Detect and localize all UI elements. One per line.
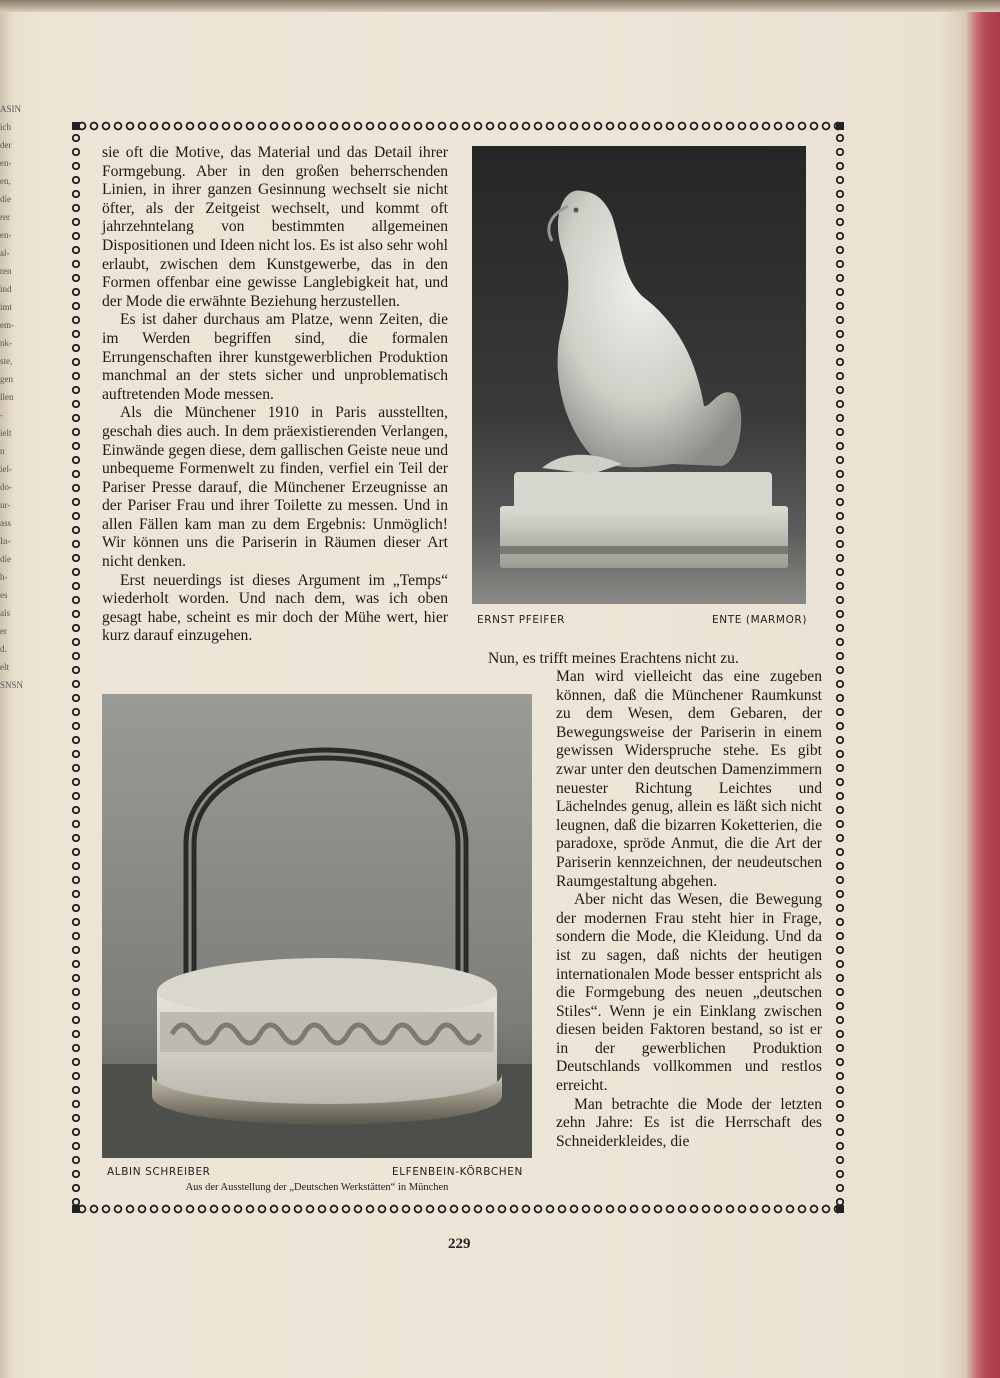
gutter-fragment: imt: [0, 302, 13, 312]
gutter-fragment: ren: [0, 266, 12, 276]
gutter-fragment: llen: [0, 392, 14, 402]
gutter-fragment: -: [0, 410, 3, 420]
gutter-fragment: al-: [0, 248, 10, 258]
text-column-right-first-line: [488, 650, 822, 669]
gutter-fragment: ass: [0, 518, 11, 528]
gutter-fragment: rer: [0, 212, 10, 222]
duck-sculpture-photo: [472, 146, 806, 604]
ornamental-border-top: [76, 120, 840, 132]
gutter-fragment: en-: [0, 158, 12, 168]
page-top-edge: [0, 0, 1000, 12]
text-column-right: [556, 668, 822, 1151]
previous-page-gutter: [0, 100, 24, 1220]
border-corner-bottom-right: [836, 1205, 844, 1213]
duck-caption-artist: ERNST PFEIFER: [477, 614, 566, 626]
gutter-fragment: er: [0, 626, 7, 636]
paragraph: Es ist daher durchaus am Platze, wenn Zeiten, die im Werden begriffen sind, die formalen Errungenschaften ihrer kunstgewerblichen Produktion manchmal an der stets sicher und unproblematisch auftretenden Mode messen.: [102, 311, 448, 403]
duck-caption-title: ENTE (MARMOR): [712, 614, 808, 626]
border-corner-bottom-left: [72, 1205, 80, 1213]
gutter-fragment: d.: [0, 644, 7, 654]
gutter-fragment: en,: [0, 176, 11, 186]
basket-caption-note: Aus der Ausstellung der „Deutschen Werkstätten“ in München: [185, 1182, 449, 1193]
gutter-fragment: ielt: [0, 428, 12, 438]
paragraph: Erst neuerdings ist dieses Argument im „Temps“ wiederholt worden. Und nach dem, was ich oben gesagt habe, scheint es mir doch der Mühe wert, hier kurz darauf einzugehen.: [102, 571, 448, 645]
paragraph-first-line: Nun, es trifft meines Erachtens nicht zu.: [488, 650, 739, 667]
ornamental-border-bottom: [76, 1203, 840, 1215]
gutter-fragment: ich: [0, 122, 11, 132]
gutter-fragment: iel-: [0, 464, 12, 474]
gutter-fragment: der: [0, 140, 12, 150]
gutter-fragment: die: [0, 194, 11, 204]
gutter-fragment: es: [0, 590, 8, 600]
gutter-fragment: ste,: [0, 356, 13, 366]
paragraph: sie oft die Motive, das Material und das Detail ihrer Formgebung. Aber in den großen beherrschenden Linien, in ihrer ganzen Gesinnung wechselt sie nicht öfter, als der Zeitgeist wechselt, und kommt oft jahrzehntelang von bestimmten allgemeinen Dispositionen und Ideen nicht los. Es ist also sehr wohl erlaubt, zwischen dem Kunstgewerbe, das in den Formen offenbar eine gewisse Langlebigkeit hat, und der Mode die erwähnte Beziehung herzustellen.: [102, 144, 448, 310]
gutter-fragment: ur-: [0, 500, 11, 510]
gutter-fragment: gen: [0, 374, 13, 384]
gutter-fragment: nk-: [0, 338, 12, 348]
gutter-fragment: ind: [0, 284, 12, 294]
gutter-fragment: em-: [0, 320, 14, 330]
basket-caption-title: ELFENBEIN-KÖRBCHEN: [392, 1166, 523, 1178]
border-corner-top-left: [72, 122, 80, 130]
gutter-fragment: SNSN: [0, 680, 24, 690]
page-number: 229: [448, 1236, 471, 1252]
gutter-fragment: als: [0, 608, 10, 618]
gutter-fragment: ASIN: [0, 104, 22, 114]
ornamental-border-left: [70, 132, 82, 1208]
gutter-fragment: elt: [0, 662, 9, 672]
gutter-fragment: h-: [0, 572, 8, 582]
border-corner-top-right: [836, 122, 844, 130]
gutter-fragment: die: [0, 554, 11, 564]
text-column-left: [102, 144, 448, 646]
basket-caption-artist: ALBIN SCHREIBER: [107, 1166, 211, 1178]
gutter-fragment: en-: [0, 230, 12, 240]
paragraph: Als die Münchener 1910 in Paris ausstellten, geschah dies auch. In dem präexistierenden Verlangen, Einwände gegen diese, dem gallischen Geiste neue und unbequeme Formenwelt zu finden, verfiel ein Teil der Pariser Presse darauf, die Münchener Erzeugnisse an der Pariser Frau und ihrer Toilette zu messen. Und in allen Fällen kam man zu dem Ergebnis: Unmöglich! Wir können uns die Pariserin in Räumen dieser Art nicht denken.: [102, 404, 448, 571]
paragraph: Man wird vielleicht das eine zugeben können, daß die Münchener Raumkunst zu dem Wesen, dem Gebaren, der Bewegungsweise der Pariserin in einem gewissen Widerspruche stehe. Es gibt zwar unter den deutschen Damenzimmern neuester Richtung Leichtes und Lächelndes genug, allein es läßt sich nicht leugnen, daß die bizarren Koketterien, die paradoxe, spröde Anmut, die die Art der Pariserin kennzeichnen, der neudeutschen Raumgestaltung abgehen.: [556, 668, 822, 890]
ivory-basket-photo: [102, 694, 532, 1158]
gutter-fragment: do-: [0, 482, 12, 492]
paragraph: Man betrachte die Mode der letzten zehn Jahre: Es ist die Herrschaft des Schneiderkleides, die: [556, 1095, 822, 1150]
paragraph: Aber nicht das Wesen, die Bewegung der modernen Frau steht hier in Frage, sondern die Mode, die Kleidung. Und da ist zu sagen, daß nichts der heutigen internationalen Mode besser entspricht als die Formgebung des neuen „deutschen Stiles“. Wenn je ein Einklang zwischen diesen beiden Faktoren bestand, so ist er in der gewerblichen Produktion Deutschlands vollkommen und restlos erreicht.: [556, 891, 822, 1095]
gutter-fragment: n: [0, 446, 5, 456]
ornamental-border-right: [834, 132, 846, 1208]
gutter-fragment: In-: [0, 536, 11, 546]
